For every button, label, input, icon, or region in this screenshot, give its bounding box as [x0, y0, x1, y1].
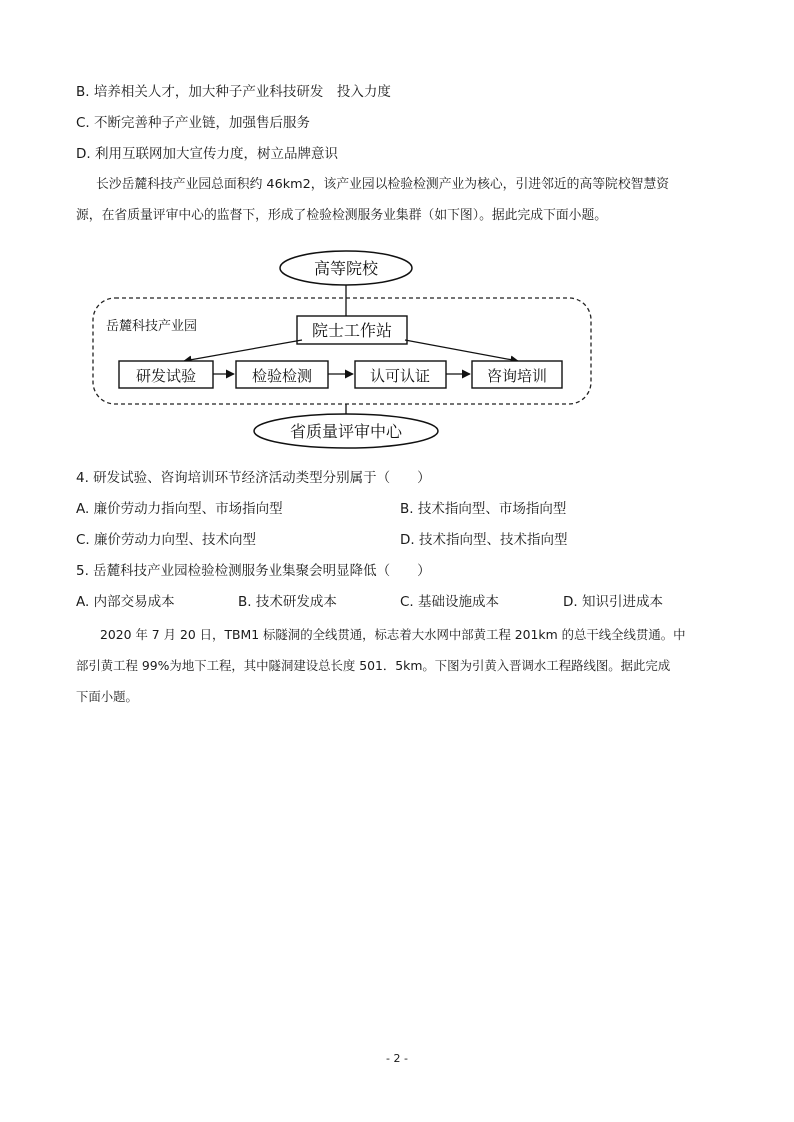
q5-option-d: D. 知识引进成本 [563, 594, 663, 610]
step-research-label: 研发试验 [135, 367, 197, 385]
q5-option-c: C. 基础设施成本 [400, 594, 500, 610]
page-number: - 2 - [386, 1052, 408, 1065]
q5-stem: 5. 岳麓科技产业园检验检测服务业集聚会明显降低（ ） [76, 563, 431, 579]
prev-option-c: C. 不断完善种子产业链，加强售后服务 [76, 115, 311, 131]
q4-stem: 4. 研发试验、咨询培训环节经济活动类型分别属于（ ） [76, 470, 431, 486]
passage1-line2: 源，在省质量评审中心的监督下，形成了检验检测服务业集群（如下图）。据此完成下面小题。 [76, 208, 608, 223]
step-consulting-label: 咨询培训 [486, 367, 548, 385]
prev-option-d: D. 利用互联网加大宣传力度，树立品牌意识 [76, 146, 338, 162]
passage2-line3: 下面小题。 [76, 689, 138, 704]
step-testing-label: 检验检测 [251, 367, 313, 385]
q5-option-a: A. 内部交易成本 [76, 594, 175, 610]
park-label: 岳麓科技产业园 [106, 319, 198, 334]
q5-option-b: B. 技术研发成本 [238, 594, 337, 610]
q4-option-d: D. 技术指向型、技术指向型 [400, 532, 568, 548]
passage1-line1: 长沙岳麓科技产业园总面积约 46km2，该产业园以检验检测产业为核心，引进邻近的高等院校智慧资 [96, 177, 670, 192]
review-center-label: 省质量评审中心 [289, 422, 403, 441]
arrow-station-to-research [184, 340, 302, 361]
passage2-line2: 部引黄工程 99%为地下工程，其中隧洞建设总长度 501．5km。下图为引黄入晋调水工程路线图。据此完成 [76, 658, 671, 673]
passage2-line1: 2020 年 7 月 20 日，TBM1 标隧洞的全线贯通，标志着大水网中部黄工程 201km 的总干线全线贯通。中 [100, 627, 686, 642]
prev-option-b: B. 培养相关人才，加大种子产业科技研发 投入力度 [76, 84, 391, 100]
university-label: 高等院校 [313, 259, 379, 278]
station-label: 院士工作站 [311, 321, 393, 340]
q4-option-a: A. 廉价劳动力指向型、市场指向型 [76, 501, 283, 517]
arrow-station-to-consulting [405, 340, 518, 361]
step-certification-label: 认可认证 [369, 367, 431, 385]
q4-option-b: B. 技术指向型、市场指向型 [400, 501, 567, 517]
industry-cluster-diagram [80, 242, 600, 452]
q4-option-c: C. 廉价劳动力向型、技术向型 [76, 532, 257, 548]
